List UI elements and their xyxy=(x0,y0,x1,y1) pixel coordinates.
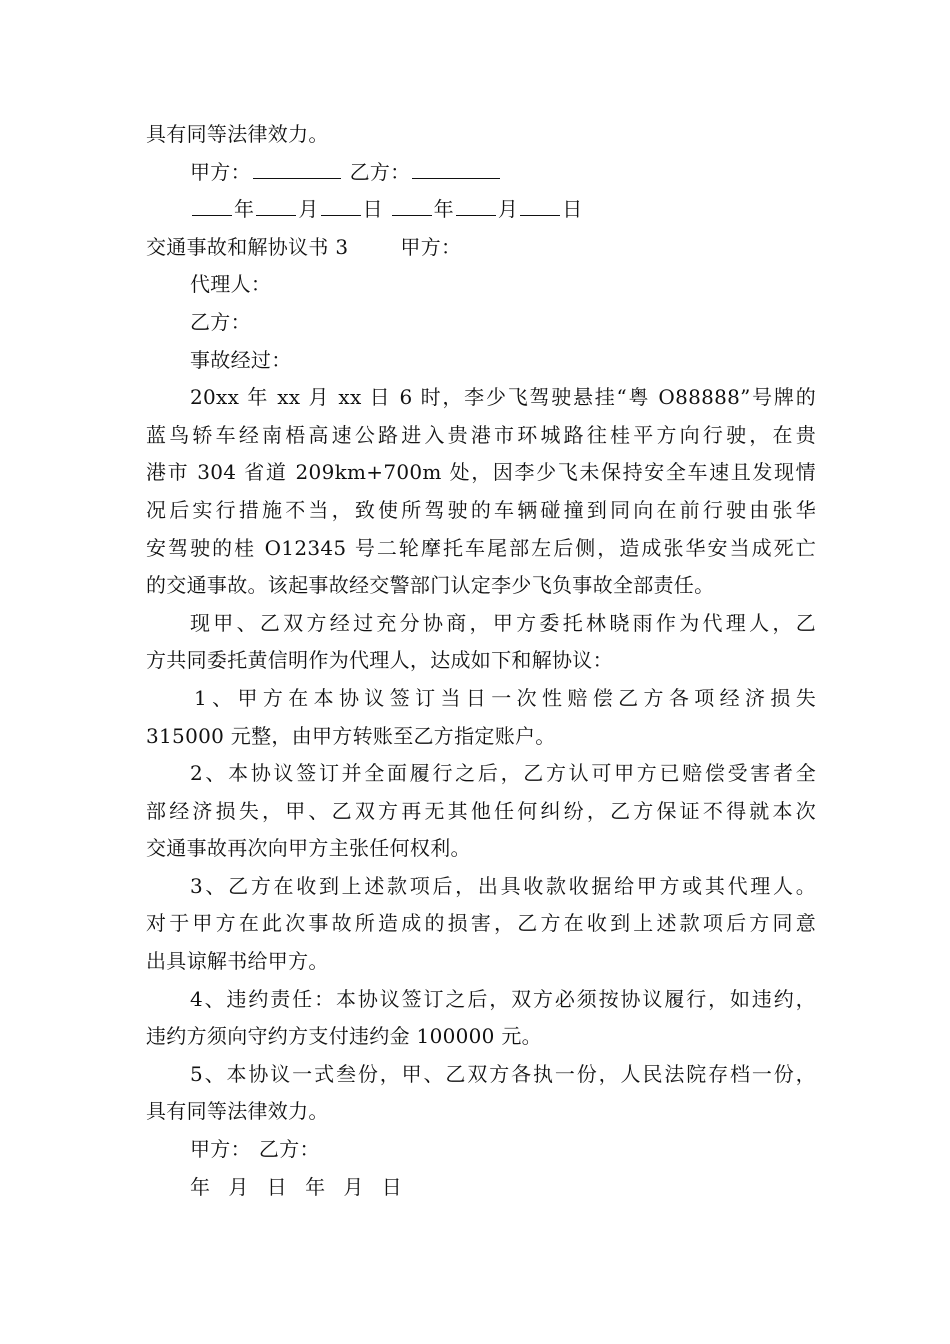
clause-line: 具有同等法律效力。 xyxy=(146,1099,329,1124)
paragraph-line: 安驾驶的桂 O12345 号二轮摩托车尾部左后侧，造成张华安当成死亡 xyxy=(146,535,816,560)
paragraph-line: 现甲、乙双方经过充分协商，甲方委托林晓雨作为代理人，乙 xyxy=(190,610,816,635)
year-label: 年 xyxy=(234,197,255,222)
section-title: 交通事故和解协议书 3 xyxy=(146,234,349,259)
party-a-label: 甲方： xyxy=(190,1137,251,1162)
month-blank xyxy=(456,195,496,216)
date-line: 年 月 日 年 月 日 xyxy=(190,1174,408,1199)
paragraph-line: 20xx 年 xx 月 xx 日 6 时，李少飞驾驶悬挂“粤 O88888”号牌的 xyxy=(190,385,816,410)
clause-line: 违约方须向守约方支付违约金 100000 元。 xyxy=(146,1024,542,1049)
section-heading-line xyxy=(146,229,816,267)
month-blank xyxy=(256,195,296,216)
date-blank-line xyxy=(146,191,816,229)
text-line: 具有同等法律效力。 xyxy=(146,122,329,146)
party-b-label: 乙方： xyxy=(349,159,411,184)
clause-line: 对于甲方在此次事故所造成的损害，乙方在收到上述款项后方同意 xyxy=(146,911,816,936)
clause-line: 3、乙方在收到上述款项后，出具收款收据给甲方或其代理人。 xyxy=(190,873,816,898)
party-b-blank xyxy=(412,158,500,179)
clause-line: 部经济损失，甲、乙双方再无其他任何纠纷，乙方保证不得就本次 xyxy=(146,798,816,823)
day-blank xyxy=(321,195,361,216)
clause-line: 交通事故再次向甲方主张任何权利。 xyxy=(146,836,471,861)
text-line: 乙方： xyxy=(190,309,251,334)
text-line: 代理人： xyxy=(190,272,272,297)
clause-line: 2、本协议签订并全面履行之后，乙方认可甲方已赔偿受害者全 xyxy=(190,761,816,786)
party-b-label: 乙方： xyxy=(258,1137,320,1162)
paragraph-line: 方共同委托黄信明作为代理人，达成如下和解协议： xyxy=(146,648,613,673)
paragraph-line: 港市 304 省道 209km+700m 处，因李少飞未保持安全车速且发现情 xyxy=(146,460,816,485)
party-a-label: 甲方： xyxy=(400,234,462,259)
month-label: 月 xyxy=(497,197,519,222)
day-label: 日 xyxy=(562,197,583,222)
day-label: 日 xyxy=(362,197,383,222)
paragraph-line: 蓝鸟轿车经南梧高速公路进入贵港市环城路往桂平方向行驶，在贵 xyxy=(146,422,816,447)
text-line: 事故经过： xyxy=(190,347,292,372)
clause-line: 5、本协议一式叁份，甲、乙双方各执一份，人民法院存档一份， xyxy=(190,1061,816,1086)
party-a-label: 甲方： xyxy=(190,159,251,184)
paragraph-line: 况后实行措施不当，致使所驾驶的车辆碰撞到同向在前行驶由张华 xyxy=(146,497,816,522)
signature-line xyxy=(146,1131,816,1169)
clause-line: 315000 元整，由甲方转账至乙方指定账户。 xyxy=(146,723,556,748)
year-blank xyxy=(392,195,432,216)
clause-line: 1、甲方在本协议签订当日一次性赔偿乙方各项经济损失 xyxy=(194,685,816,710)
paragraph-line: 的交通事故。该起事故经交警部门认定李少飞负事故全部责任。 xyxy=(146,573,715,598)
year-blank xyxy=(192,195,232,216)
day-blank xyxy=(520,195,560,216)
clause-line: 4、违约责任：本协议签订之后，双方必须按协议履行，如违约， xyxy=(190,986,816,1011)
party-a-blank xyxy=(253,158,341,179)
clause-line: 出具谅解书给甲方。 xyxy=(146,949,329,974)
document-body xyxy=(146,116,816,1206)
month-label: 月 xyxy=(298,197,319,222)
signature-line xyxy=(146,154,816,192)
year-label: 年 xyxy=(433,197,454,222)
